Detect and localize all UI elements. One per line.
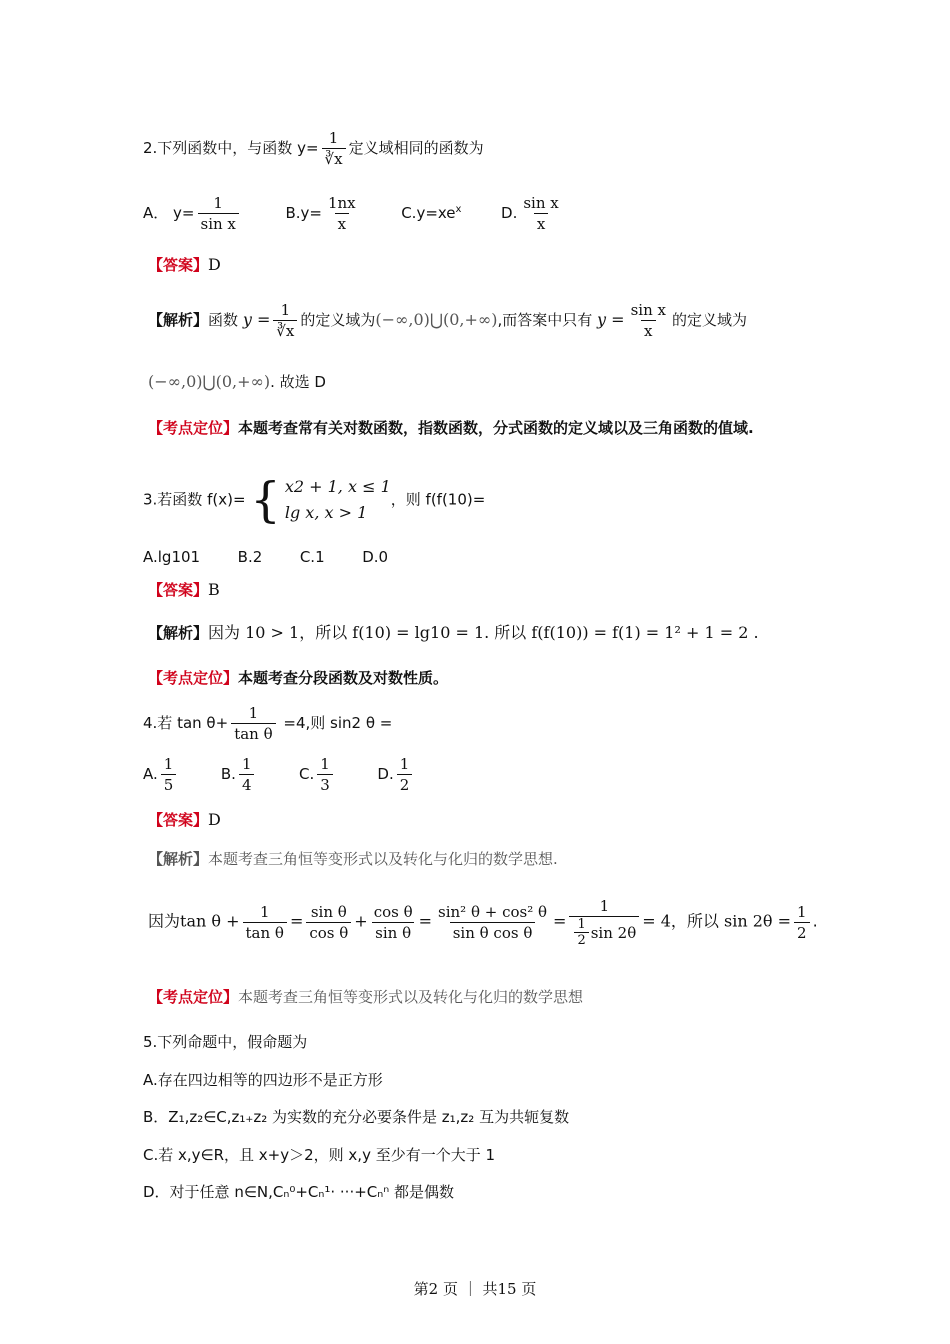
- q3-brace-icon: {: [250, 472, 281, 528]
- q2-stem: [143, 128, 484, 169]
- q4-optD-den: 2: [397, 774, 413, 795]
- q4-calc-f3: [371, 902, 416, 943]
- q2-analysis-fraction2: [628, 300, 669, 341]
- q2-analysis-text2: 的定义域为: [300, 311, 376, 329]
- q2-optA-den: sin x: [198, 213, 239, 234]
- q2-point-tag: 【考点定位】: [148, 419, 239, 437]
- q4-calc-f2: [306, 902, 351, 943]
- q2-answer-value: D: [208, 255, 221, 274]
- q3-stem: [143, 474, 485, 526]
- q2-stem-prefix: 2.下列函数中，与函数 y=: [143, 139, 319, 157]
- q2-optB-label: B.y=: [285, 204, 322, 222]
- q2-stem-suffix: 定义域相同的函数为: [348, 139, 484, 157]
- q4-optA-fraction: [161, 754, 177, 795]
- q2-analysis-domain: (−∞,0)⋃(0,+∞): [375, 310, 498, 329]
- q3-stem-prefix: 3.若函数 f(x)=: [143, 490, 246, 509]
- q2-analysis-line2-domain: (−∞,0)⋃(0,+∞): [148, 372, 271, 391]
- q3-option: A.lg101: [143, 548, 201, 566]
- q2-stem-frac-den: ∛x: [322, 148, 346, 169]
- q3-option: C.1: [299, 548, 325, 566]
- q3-stem-suffix: ，则 f(f(10)=: [390, 490, 486, 509]
- q4-f6-den: 2: [794, 922, 810, 943]
- q2-analysis-frac2-num: sin x: [630, 301, 666, 319]
- q3-point: [148, 668, 448, 688]
- q2-optC: C.y=xe: [401, 204, 456, 222]
- q2-optA-prefix: y=: [173, 204, 195, 222]
- q3-analysis: [148, 623, 759, 643]
- q4-stem-fraction: [231, 703, 275, 744]
- q4-calc-f1: [243, 902, 287, 943]
- q4-f3-den: sin θ: [372, 922, 414, 943]
- q4-f2-num: sin θ: [310, 902, 347, 921]
- q4-calc-f5: [569, 896, 639, 948]
- q2-optD-num: sin x: [523, 194, 559, 212]
- q4-answer: [148, 810, 221, 830]
- q3-analysis-text: 因为 10 > 1，所以 f(10) = lg10 = 1. 所以 f(f(10)) = f(1) = 1² + 1 = 2 .: [208, 623, 759, 642]
- q4-f1-den: tan θ: [243, 922, 287, 943]
- q4-calc-eq4: = 4，所以: [642, 911, 719, 931]
- q4-optA-den: 5: [161, 774, 177, 795]
- q4-f4-den: sin θ cos θ: [450, 922, 536, 943]
- q4-optB-fraction: [239, 754, 255, 795]
- q2-point: [148, 418, 754, 438]
- q4-optB-num: 1: [241, 755, 252, 773]
- q2-optD-fraction: [520, 193, 561, 234]
- q4-analysis-text: 本题考查三角恒等变形式以及转化与化归的数学思想.: [208, 850, 558, 868]
- q3-answer: [148, 580, 220, 600]
- q4-optD-fraction: [397, 754, 413, 795]
- q4-answer-value: D: [208, 810, 221, 829]
- q2-optD-den: x: [534, 213, 548, 234]
- q4-calc-f6: [794, 902, 810, 943]
- q2-optA-label: A．: [143, 204, 169, 222]
- q2-optC-sup: x: [455, 204, 462, 215]
- q3-option: B.2: [237, 548, 263, 566]
- q4-f5-den-frac-den: 2: [574, 932, 588, 948]
- q2-analysis-frac2-den: x: [641, 320, 655, 341]
- q4-options: [143, 754, 415, 795]
- q5-stem: 5.下列命题中，假命题为: [143, 1033, 308, 1051]
- q4-f6-num: 1: [797, 902, 807, 921]
- q4-stem: [143, 703, 392, 744]
- q4-point: [148, 987, 583, 1007]
- q4-optC-num: 1: [320, 755, 330, 773]
- q2-point-text: 本题考查常有关对数函数，指数函数，分式函数的定义域以及三角函数的值域.: [238, 419, 754, 437]
- q4-optC-den: 3: [317, 774, 333, 795]
- q3-point-text: 本题考查分段函数及对数性质。: [238, 669, 449, 687]
- q2-optB-num: 1nx: [327, 194, 356, 212]
- q2-analysis-fraction: [273, 300, 297, 341]
- q3-case1: x2 + 1, x ≤ 1: [284, 477, 391, 496]
- q4-f2-den: cos θ: [306, 922, 351, 943]
- page-footer: 第2 页 ｜ 共15 页: [413, 1280, 537, 1298]
- q2-analysis-tag: 【解析】: [148, 311, 209, 329]
- q4-stem-frac-num: 1: [248, 704, 259, 722]
- q4-optB-label: B.: [220, 765, 236, 783]
- q3-answer-value: B: [208, 580, 220, 599]
- q4-stem-prefix: 4.若 tan θ+: [143, 714, 229, 732]
- q4-analysis-tag: 【解析】: [148, 850, 209, 868]
- q4-optC-fraction: [317, 754, 333, 795]
- q2-optA-fraction: [198, 193, 239, 234]
- q4-f3-num: cos θ: [373, 902, 413, 921]
- q2-stem-fraction: [322, 128, 346, 169]
- q4-calc-prefix: 因为: [148, 911, 181, 931]
- q5-option-c: C.若 x,y∈R，且 x+y＞2，则 x,y 至少有一个大于 1: [143, 1146, 496, 1164]
- q3-answer-tag: 【答案】: [148, 581, 209, 599]
- q4-stem-suffix: =4,则 sin2 θ =: [283, 714, 393, 732]
- q2-analysis-frac-num: 1: [280, 301, 291, 319]
- q2-analysis-y2: y =: [597, 310, 625, 329]
- q4-calc-f4: [435, 902, 550, 943]
- q2-optA-num: 1: [213, 194, 223, 212]
- q2-answer: [148, 255, 221, 275]
- q3-option: D.0: [362, 548, 389, 566]
- q5-option-b: B．Z₁,z₂∈C,z₁₊z₂ 为实数的充分必要条件是 z₁,z₂ 互为共轭复数: [143, 1108, 570, 1126]
- q4-f1-num: 1: [259, 902, 270, 921]
- q2-analysis-text4: 的定义域为: [671, 311, 747, 329]
- q4-point-tag: 【考点定位】: [148, 988, 239, 1006]
- q2-optB-fraction: [325, 193, 359, 234]
- q2-analysis-line2: [148, 372, 326, 392]
- q5-option-d: D．对于任意 n∈N,Cₙ⁰+Cₙ¹· ···+Cₙⁿ 都是偶数: [143, 1183, 454, 1201]
- q4-f5-den-tail: sin 2θ: [590, 923, 637, 942]
- q4-calc: 因为tan θ + $\frac{1}{\text{tan θ}}$ = $\frac{\text{sin θ}}{\text{cos θ}}$ + $\frac{\text{cos θ}}{\text{sin θ}}$ = $\frac{\text{sin² θ + cos² θ}}{\text{sin θ cos θ}}$ = 1 $\frac{1}{2}$ sin 2θ = 4，所以 sin 2θ = $\frac{1}{2}$ .: [148, 897, 818, 948]
- q5-option-a: A.存在四边相等的四边形不是正方形: [143, 1071, 383, 1089]
- q2-analysis: [148, 300, 747, 341]
- q4-analysis: [148, 849, 558, 869]
- q4-stem-frac-den: tan θ: [231, 723, 275, 744]
- q4-optA-num: 1: [163, 755, 174, 773]
- q4-f5-den-frac-num: 1: [577, 917, 586, 932]
- q2-analysis-y: y =: [242, 310, 271, 329]
- q4-answer-tag: 【答案】: [148, 811, 209, 829]
- q3-options: [143, 547, 388, 567]
- q4-f4-num: sin² θ + cos² θ: [438, 902, 548, 921]
- q4-f5-num: 1: [599, 897, 610, 915]
- q2-optD-label: D.: [501, 204, 518, 222]
- q2-answer-tag: 【答案】: [148, 256, 209, 274]
- q2-analysis-line2-end: . 故选 D: [270, 373, 326, 391]
- q2-analysis-frac-den: ∛x: [273, 320, 297, 341]
- q2-options: [143, 193, 565, 234]
- q4-point-text: 本题考查三角恒等变形式以及转化与化归的数学思想: [238, 988, 584, 1006]
- q4-optD-num: 1: [399, 755, 410, 773]
- q4-calc-sin: sin 2θ =: [724, 911, 792, 931]
- q4-optC-label: C.: [299, 765, 315, 783]
- q3-analysis-tag: 【解析】: [148, 624, 209, 642]
- q3-case2: lg x, x > 1: [284, 503, 368, 522]
- q4-optD-label: D.: [377, 765, 394, 783]
- q3-piecewise: [250, 474, 390, 526]
- q2-optB-den: x: [335, 213, 349, 234]
- q4-optA-label: A.: [143, 765, 158, 783]
- q3-point-tag: 【考点定位】: [148, 669, 239, 687]
- q2-stem-frac-num: 1: [328, 129, 339, 147]
- q4-optB-den: 4: [239, 774, 255, 795]
- q2-analysis-text3: ,而答案中只有: [497, 311, 593, 329]
- q2-analysis-text1: 函数: [208, 311, 239, 329]
- q4-calc-tan: tan θ +: [180, 911, 240, 931]
